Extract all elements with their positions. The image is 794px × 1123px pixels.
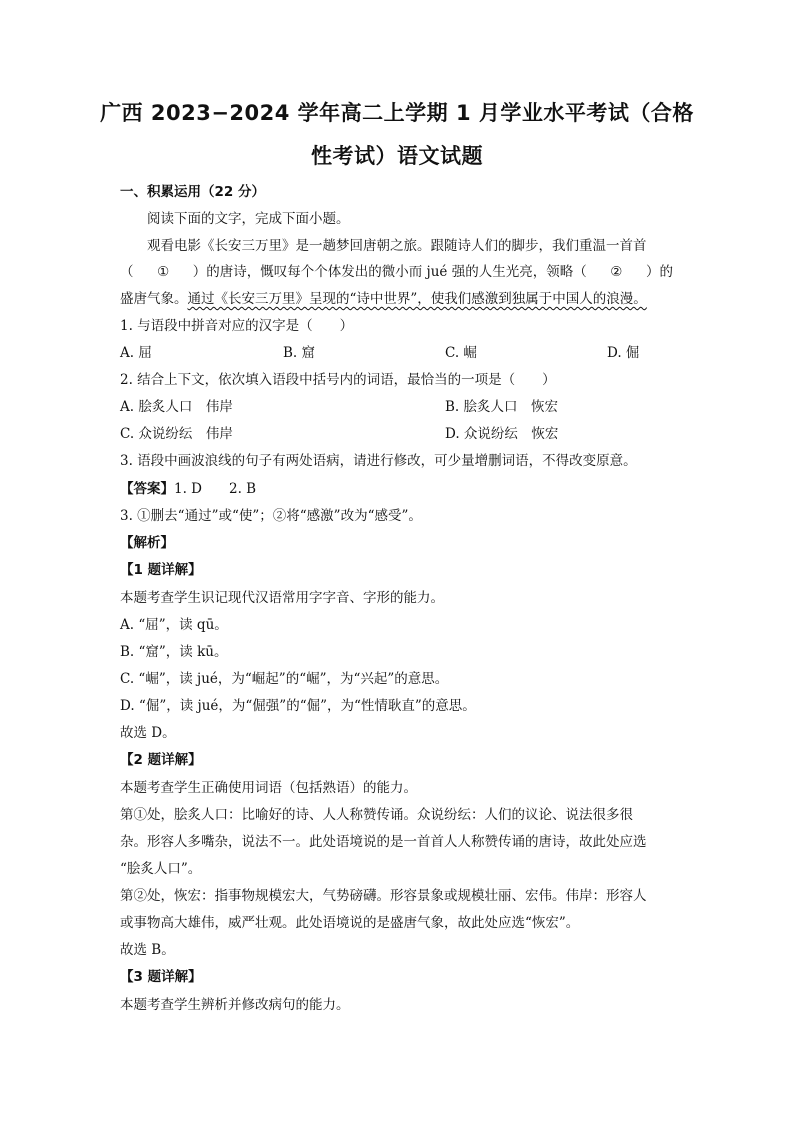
q1-option-c: C. 崛 bbox=[445, 345, 477, 361]
paren-open-1: （ bbox=[120, 264, 134, 280]
q3-detail-heading: 【3 题详解】 bbox=[120, 969, 202, 985]
q2-detail-intro: 本题考查学生正确使用词语（包括熟语）的能力。 bbox=[120, 780, 417, 796]
answer-line bbox=[120, 479, 256, 499]
q1-detail-choose: 故选 D。 bbox=[120, 725, 176, 741]
q2-option-d: D. 众说纷纭 恢宏 bbox=[445, 426, 559, 442]
passage-line-1: 观看电影《长安三万里》是一趟梦回唐朝之旅。跟随诗人们的脚步，我们重温一首首 bbox=[147, 238, 647, 254]
q2-detail-p1-line1: 第①处，脍炙人口：比喻好的诗、人人称赞传诵。众说纷纭：人们的议论、说法很多很 bbox=[120, 807, 633, 823]
q1-detail-c: C. “崛”，读 jué，为“崛起”的“崛”，为“兴起”的意思。 bbox=[120, 671, 449, 687]
section-instruction: 阅读下面的文字，完成下面小题。 bbox=[147, 211, 350, 227]
q2-option-b: B. 脍炙人口 恢宏 bbox=[445, 399, 559, 415]
q1-detail-d: D. “倔”，读 jué，为“倔强”的“倔”，为“性情耿直”的意思。 bbox=[120, 698, 476, 714]
q1-detail-intro: 本题考查学生识记现代汉语常用字字音、字形的能力。 bbox=[120, 590, 444, 606]
blank-2: ② bbox=[610, 264, 623, 280]
analysis-label: 【解析】 bbox=[120, 535, 174, 551]
q2-detail-p1-line2: 杂。形容人多嘴杂，说法不一。此处语境说的是一首首人人称赞传诵的唐诗，故此处应选 bbox=[120, 834, 647, 850]
passage-line-2-mid: ）的唐诗，慨叹每个个体发出的微小而 jué 强的人生光亮，领略（ bbox=[192, 264, 587, 280]
q3-detail-intro: 本题考查学生辨析并修改病句的能力。 bbox=[120, 997, 350, 1013]
q1-detail-b: B. “窟”，读 kū。 bbox=[120, 644, 228, 660]
passage-line-3-start: 盛唐气象。 bbox=[120, 291, 188, 307]
q2-detail-heading: 【2 题详解】 bbox=[120, 752, 202, 768]
doc-title-line1: 广西 2023−2024 学年高二上学期 1 月学业水平考试（合格 bbox=[100, 101, 694, 125]
q2-detail-p2-line2: 或事物高大雄伟，威严壮观。此处语境说的是盛唐气象，故此处应选“恢宏”。 bbox=[120, 915, 580, 931]
passage-line-2-end: ）的 bbox=[645, 264, 673, 280]
answer-text: 1. D 2. B bbox=[174, 481, 257, 497]
answer-q3: 3. ①删去“通过”或“使”；②将“感激”改为“感受”。 bbox=[120, 508, 422, 524]
wavy-underlined-sentence: 通过《长安三万里》呈现的“诗中世界”，使我们感激到独属于中国人的浪漫。 bbox=[187, 291, 647, 307]
blank-1: ① bbox=[157, 264, 170, 280]
question-3: 3. 语段中画波浪线的句子有两处语病，请进行修改，可少量增删词语，不得改变原意。 bbox=[120, 453, 637, 469]
q2-option-a: A. 脍炙人口 伟岸 bbox=[120, 399, 233, 415]
passage-line-3 bbox=[120, 289, 647, 309]
passage-line-2 bbox=[120, 262, 673, 282]
q2-detail-choose: 故选 B。 bbox=[120, 942, 175, 958]
q2-detail-p2-line1: 第②处，恢宏：指事物规模宏大，气势磅礴。形容景象或规模壮丽、宏伟。伟岸：形容人 bbox=[120, 888, 647, 904]
question-2: 2. 结合上下文，依次填入语段中括号内的词语，最恰当的一项是（ ） bbox=[120, 372, 556, 388]
q2-option-c: C. 众说纷纭 伟岸 bbox=[120, 426, 233, 442]
q2-detail-p1-line3: “脍炙人口”。 bbox=[120, 861, 202, 877]
answer-label: 【答案】 bbox=[120, 481, 174, 497]
q1-detail-heading: 【1 题详解】 bbox=[120, 562, 202, 578]
section-heading: 一、积累运用（22 分） bbox=[120, 184, 265, 200]
q1-option-b: B. 窟 bbox=[283, 345, 316, 361]
q1-option-d: D. 倔 bbox=[607, 345, 640, 361]
question-1: 1. 与语段中拼音对应的汉字是（ ） bbox=[120, 318, 354, 334]
q1-option-a: A. 屈 bbox=[120, 345, 152, 361]
doc-title-line2: 性考试）语文试题 bbox=[311, 144, 483, 168]
q1-detail-a: A. “屈”，读 qū。 bbox=[120, 617, 228, 633]
